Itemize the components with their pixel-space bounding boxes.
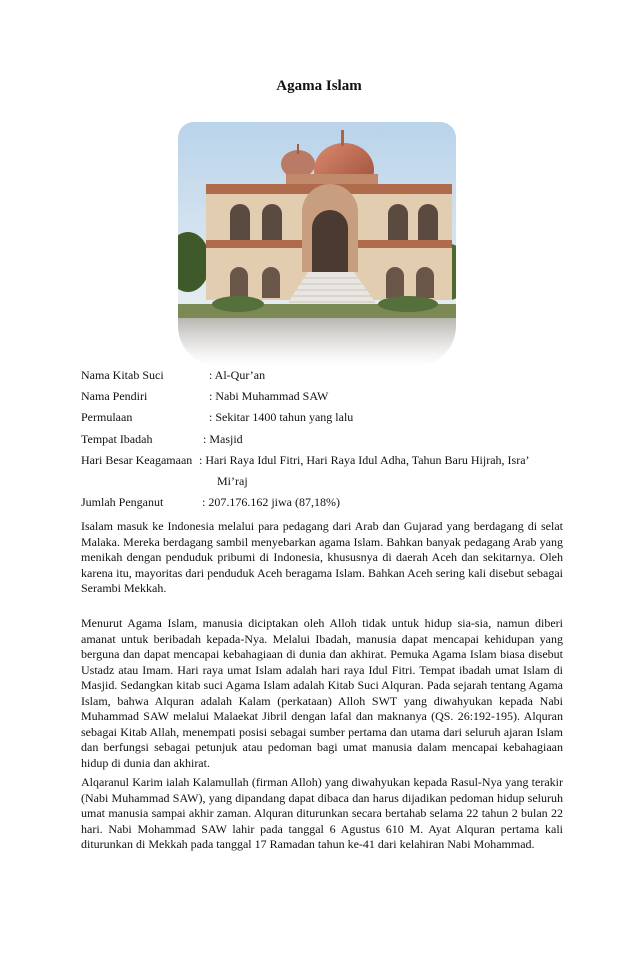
paragraph: Alqaranul Karim ialah Kalamullah (firman Alloh) yang diwahyukan kepada Rasul-Nya yang terakir (Nabi Muhammad SAW), yang dipandang dapat dibaca dan harus dijadikan pedoman hidup seluruh umat manusia sampai akhir zaman. Alquran diturunkan secara bertahab selama 22 tahun 2 bulan 22 hari. Nabi Mohammad SAW lahir pada tanggal 6 Agustus 610 M. Ayat Alquran pertama kali diturunkan di Mekkah pada tanggal 17 Ramadan tahun ke-41 dari kelahiran Nabi Mohammad. (81, 775, 563, 851)
page-title: Agama Islam (276, 78, 362, 94)
info-value-continued: Mi’raj (217, 474, 248, 488)
info-label: Nama Pendiri (81, 389, 148, 403)
info-value: : Masjid (203, 432, 243, 446)
info-label: Permulaan (81, 410, 133, 424)
info-label: Nama Kitab Suci (81, 368, 164, 382)
info-value: : Hari Raya Idul Fitri, Hari Raya Idul Adha, Tahun Baru Hijrah, Isra’ (199, 453, 530, 467)
paragraph: Menurut Agama Islam, manusia diciptakan oleh Alloh tidak untuk hidup sia-sia, namun diberi amanat untuk beribadah kepada-Nya. Melalui Ibadah, manusia dapat mencapai kehidupan yang berguna dan dapat mencapai kebahagiaan di dunia dan akhirat. Pemuka Agama Islam biasa disebut Ustadz atau Imam. Hari raya umat Islam adalah hari raya Idul Fitri. Tempat ibadah umat Islam di Masjid. Sedangkan kitab suci Agama Islam adalah Kitab Suci Alquran. Pada sejarah tentang Agama Islam, bahwa Alquran adalah Kalam (perkataan) Alloh SWT yang diwahyukan kepada Nabi Muhammad SAW melalui Malaekat Jibril dengan lafal dan maknanya (QS. 26:192-195). Alquran sebagai Kitab Allah, menempati posisi sebagai sumber pertama dan utama dari seluruh ajaran Islam dan berfungsi sebagai petunjuk atau pedoman bagi umat manusia dalam mencapai kebahagiaan hidup di dunia dan akhirat. (81, 616, 563, 770)
info-value: : Nabi Muhammad SAW (209, 389, 329, 403)
info-value: : Al-Qur’an (209, 368, 266, 382)
mosque-photo (178, 122, 456, 366)
info-label: Tempat Ibadah (81, 432, 153, 446)
info-value: : Sekitar 1400 tahun yang lalu (209, 410, 354, 424)
info-label: Hari Besar Keagamaan (81, 453, 193, 467)
mosque-image (178, 122, 456, 318)
info-label: Jumlah Penganut (81, 495, 164, 509)
photo-reflection (178, 318, 456, 366)
paragraph: Isalam masuk ke Indonesia melalui para pedagang dari Arab dan Gujarad yang berdagang di selat Malaka. Mereka berdagang sambil menyebarkan agama Islam. Bahkan banyak pedagang Arab yang menikah dengan penduduk pribumi di Indonesia, khususnya di daerah Aceh dan sekitarnya. Oleh karena itu, mayoritas dari penduduk Aceh beragama Islam. Bahkan Aceh sering kali disebut sebagai Serambi Mekkah. (81, 519, 563, 595)
info-value: : 207.176.162 jiwa (87,18%) (202, 495, 340, 509)
